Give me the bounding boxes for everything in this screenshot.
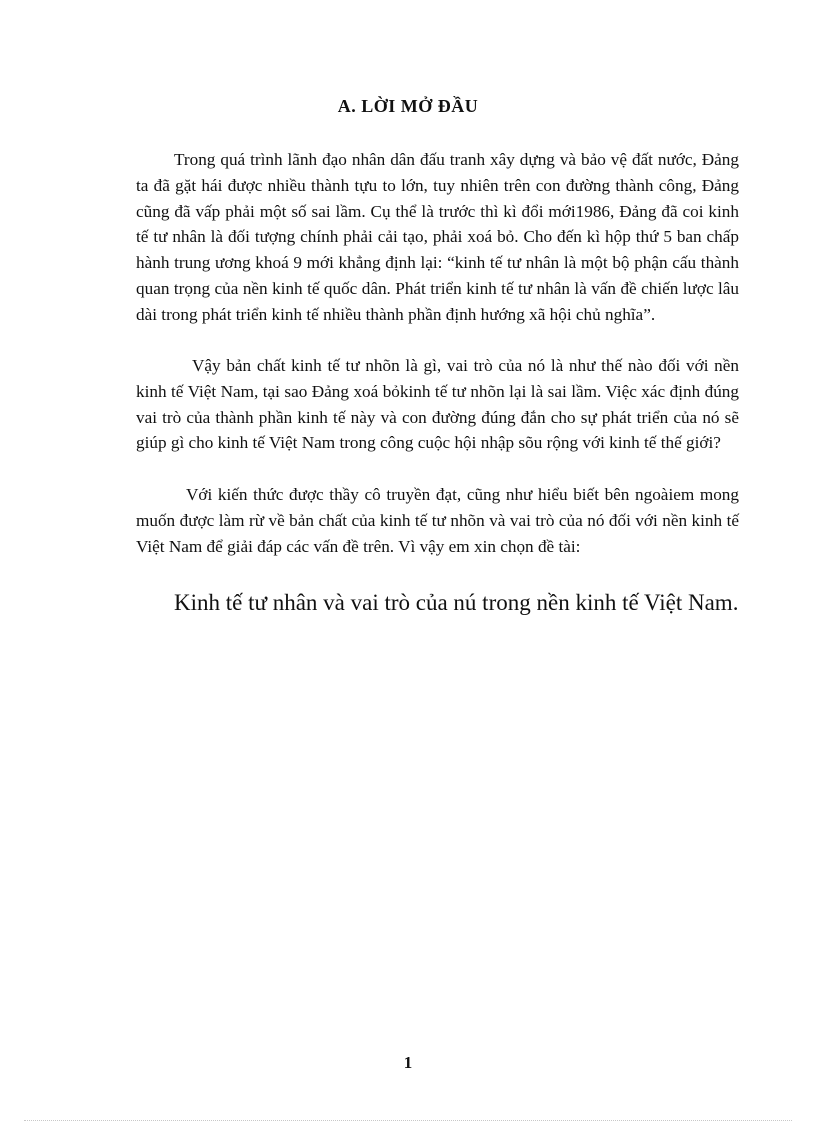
page-bottom-divider <box>24 1120 792 1121</box>
paragraph-text: Với kiến thức được thầy cô truyền đạt, cũng như hiểu biết bên ngoàiem mong muốn được làm rừ về bản chất của kinh tế tư nhõn và vai trò của nó đối với nền kinh tế Việt Nam để giải đáp các vấn đề trên. Vì vậy em xin chọn đề tài: <box>136 485 739 556</box>
paragraph-topic-intro <box>136 482 739 559</box>
paragraph-text: Vậy bản chất kinh tế tư nhõn là gì, vai trò của nó là như thế nào đối với nền kinh tế Việt Nam, tại sao Đảng xoá bỏkinh tế tư nhõn lại là sai lầm. Việc xác định đúng vai trò của thành phần kinh tế này và con đường đúng đắn cho sự phát triển của nó sẽ giúp gì cho kinh tế Việt Nam trong công cuộc hội nhập sõu rộng với kinh tế thế giới? <box>136 356 739 453</box>
section-title: A. LỜI MỞ ĐẦU <box>337 96 479 116</box>
essay-topic: Kinh tế tư nhân và vai trò của nú trong nền kinh tế Việt Nam. <box>174 590 739 615</box>
paragraph-introduction <box>136 147 739 328</box>
page-number: 1 <box>403 1053 413 1072</box>
paragraph-question <box>136 353 739 456</box>
paragraph-text: Trong quá trình lãnh đạo nhân dân đấu tranh xây dựng và bảo vệ đất nước, Đảng ta đã gặt hái được nhiều thành tựu to lớn, tuy nhiên trên con đường thành công, Đảng cũng đã vấp phải một số sai lầm. Cụ thể là trước thì kì đổi mới1986, Đảng đã coi kinh tế tư nhân là đối tượng chính phải cải tạo, phải xoá bỏ. Cho đến kì hộp thứ 5 ban chấp hành trung ương khoá 9 mới khẳng định lại: “kinh tế tư nhân là một bộ phận cấu thành quan trọng của nền kinh tế quốc dân. Phát triển kinh tế tư nhân là vấn đề chiến lược lâu dài trong phát triển kinh tế nhiều thành phần định hướng xã hội chủ nghĩa”. <box>136 150 739 324</box>
